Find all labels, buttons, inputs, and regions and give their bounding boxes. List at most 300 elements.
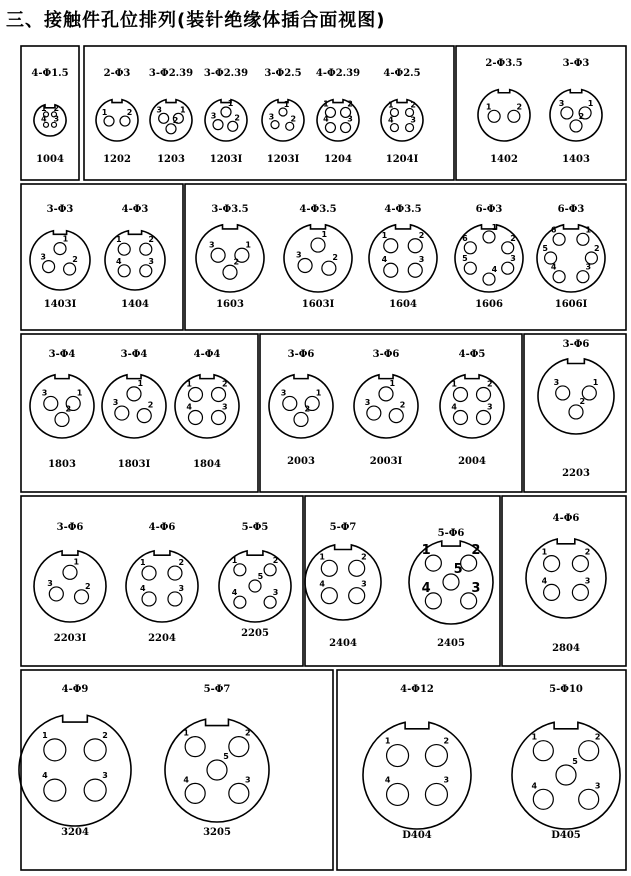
pin-label: 5: [223, 752, 229, 761]
connector-spec: 5-Φ5: [241, 522, 269, 533]
connector-code: 2004: [458, 456, 486, 467]
pin-label: 4: [183, 775, 189, 785]
pin-label: 1: [283, 100, 290, 110]
connector-outline: [165, 719, 269, 822]
connector-outline: [538, 359, 614, 434]
pin-label: 4: [116, 256, 122, 266]
connector-code: 1204: [324, 154, 352, 165]
pin-label: 3: [272, 588, 279, 598]
connector-spec: 4-Φ2.5: [383, 68, 421, 79]
pin-hole: [508, 110, 520, 122]
connector-spec: 3-Φ2.5: [264, 68, 302, 79]
connector-2804: [526, 513, 606, 654]
pin-label: 2: [443, 736, 450, 746]
connector-code: 2003: [287, 456, 315, 467]
connector-outline: [30, 231, 90, 290]
pin-label: 1: [76, 388, 83, 398]
connector-spec: 6-Φ3: [557, 204, 585, 215]
frame: [337, 670, 626, 870]
connector-2003: [269, 349, 333, 467]
connector-code: D404: [402, 830, 432, 841]
pin-hole: [553, 233, 565, 245]
pin-hole: [579, 789, 599, 809]
connector-spec: 3-Φ6: [372, 349, 400, 360]
pin-hole: [185, 737, 205, 757]
pin-hole: [298, 258, 312, 272]
pin-hole: [140, 243, 152, 255]
pin-label: 1: [485, 102, 492, 112]
pin-hole: [408, 239, 422, 253]
pin-hole: [406, 124, 414, 132]
pin-label: 2: [304, 404, 311, 414]
connector-spec: 5-Φ6: [437, 528, 465, 539]
connector-outline: [175, 375, 239, 438]
pin-label: 5: [542, 244, 548, 253]
pin-hole: [127, 387, 141, 401]
pin-label: 4: [550, 262, 557, 272]
connector-outline: [354, 375, 418, 438]
connector-code: 1606I: [554, 299, 588, 310]
connector-spec: 3-Φ6: [56, 522, 84, 533]
pin-label: 4: [186, 402, 192, 412]
connectors: [19, 58, 620, 841]
connector-1803i: [102, 349, 166, 470]
connector-spec: 2-Φ3.5: [485, 58, 523, 69]
connector-spec: 4-Φ4: [193, 349, 221, 360]
pin-hole: [211, 248, 225, 262]
connector-1202: [96, 68, 138, 165]
pin-label: 2: [85, 581, 91, 591]
connector-outline: [102, 375, 166, 438]
pin-hole: [533, 789, 553, 809]
pin-label: 1: [231, 555, 238, 565]
pin-label: 2: [102, 730, 108, 740]
pin-hole: [228, 121, 238, 131]
connector-spec: 5-Φ10: [549, 684, 583, 695]
pin-label: 2: [399, 400, 406, 410]
connector-1004: [31, 68, 68, 165]
connector-outline: [105, 231, 165, 290]
pin-hole: [188, 387, 202, 401]
pin-label: 2: [234, 113, 241, 123]
pin-label: 3: [222, 402, 228, 412]
pin-hole: [43, 261, 55, 273]
connector-2003i: [354, 349, 418, 467]
pin-label: 3: [594, 781, 601, 791]
pin-hole: [387, 745, 409, 767]
connector-1203i: [262, 68, 304, 165]
pin-hole: [212, 411, 226, 425]
pin-hole: [387, 783, 409, 805]
pin-hole: [185, 783, 205, 803]
connector-code: 3205: [203, 827, 231, 838]
connector-1803: [30, 349, 94, 470]
pin-hole: [311, 238, 325, 252]
pin-hole: [570, 120, 582, 132]
pin-label: 3: [510, 254, 516, 264]
pin-label: 2: [148, 235, 154, 245]
pin-label: 4: [139, 583, 146, 593]
pin-hole: [221, 107, 231, 117]
connector-spec: 3-Φ6: [562, 339, 590, 350]
pin-label: 2: [578, 111, 585, 121]
connector-spec: 4-Φ6: [552, 513, 580, 524]
pin-label: 6: [462, 233, 468, 243]
connector-code: 2405: [437, 638, 465, 649]
connector-1204: [316, 68, 360, 165]
pin-hole: [572, 556, 588, 572]
connector-1604: [369, 204, 437, 310]
pin-hole: [137, 409, 151, 423]
frame: [456, 46, 626, 180]
pin-label: 3: [418, 255, 425, 265]
connector-code: 2203: [562, 468, 590, 479]
pin-hole: [207, 760, 227, 780]
pin-label: 1: [541, 547, 548, 557]
connector-spec: 4-Φ3.5: [384, 204, 422, 215]
pin-hole: [63, 565, 77, 579]
pin-label: 1: [421, 543, 431, 559]
pin-label: 3: [364, 398, 371, 408]
pin-label: 1: [101, 108, 108, 118]
connector-code: 1204I: [385, 154, 419, 165]
connector-code: 2804: [552, 643, 580, 654]
pin-label: 3: [361, 579, 367, 589]
pin-hole: [223, 265, 237, 279]
pin-label: 1: [183, 728, 189, 738]
pin-hole: [367, 406, 381, 420]
pin-label: 3: [280, 388, 287, 398]
pin-hole: [264, 564, 276, 576]
pin-hole: [379, 387, 393, 401]
pin-hole: [556, 765, 576, 785]
pin-hole: [464, 242, 476, 254]
connector-outline: [526, 539, 606, 618]
pin-label: 2: [410, 100, 416, 110]
pin-hole: [502, 262, 514, 274]
pin-label: 2: [584, 547, 591, 557]
connector-1403: [550, 58, 602, 165]
pin-label: 4: [323, 114, 329, 124]
connector-code: 1606: [475, 299, 503, 310]
connector-d404: [363, 684, 471, 841]
pin-hole: [159, 113, 169, 123]
pin-label: 2: [471, 543, 481, 559]
pin-label: 2: [332, 253, 338, 263]
connector-outline: [284, 225, 352, 292]
pin-label: 3: [245, 775, 251, 785]
connector-spec: 3-Φ4: [48, 349, 76, 360]
connector-outline: [440, 375, 504, 438]
connector-code: 1404: [121, 299, 149, 310]
pin-hole: [212, 387, 226, 401]
connector-outline: [269, 375, 333, 438]
pin-label: 1: [381, 230, 388, 240]
pin-label: 5: [462, 254, 468, 264]
pin-label: 1: [62, 234, 69, 244]
pin-hole: [118, 265, 130, 277]
pin-hole: [477, 387, 491, 401]
connector-code: 2203I: [53, 633, 87, 644]
pin-label: 1: [227, 99, 234, 109]
pin-hole: [453, 411, 467, 425]
page-title: 三、接触件孔位排列(装针绝缘体插合面视图): [6, 10, 386, 31]
pin-label: 5: [572, 757, 578, 766]
pin-hole: [140, 265, 152, 277]
pin-hole: [44, 396, 58, 410]
connector-outline: [196, 225, 264, 292]
connector-code: 1403I: [43, 299, 77, 310]
pin-label: 3: [471, 580, 481, 596]
pin-hole: [168, 566, 182, 580]
connector-spec: 3-Φ2.39: [203, 68, 249, 79]
connector-spec: 3-Φ3: [46, 204, 74, 215]
connector-code: 2003I: [369, 456, 403, 467]
pin-hole: [142, 592, 156, 606]
pin-label: 2: [72, 255, 78, 264]
connector-outline: [537, 225, 605, 292]
pin-label: 2: [594, 244, 600, 253]
pin-hole: [425, 783, 447, 805]
connector-spec: 4-Φ3: [121, 204, 149, 215]
pin-label: 3: [41, 388, 48, 398]
connector-code: 1202: [103, 154, 131, 165]
pin-hole: [384, 239, 398, 253]
pin-label: 1: [388, 100, 394, 110]
pin-label: 1: [137, 378, 144, 388]
pin-hole: [283, 396, 297, 410]
connector-2205: [219, 522, 291, 639]
pin-label: 1: [321, 230, 328, 240]
pin-label: 2: [510, 233, 516, 243]
connector-code: 1203I: [266, 154, 300, 165]
connector-2004: [440, 349, 504, 467]
connector-1603: [196, 204, 264, 310]
pin-label: 2: [487, 379, 493, 389]
pin-label: 3: [295, 250, 302, 260]
connector-code: 2205: [241, 628, 269, 639]
connector-1606: [455, 204, 523, 310]
pin-hole: [115, 406, 129, 420]
pin-hole: [553, 271, 565, 283]
connector-spec: 3-Φ3.5: [211, 204, 249, 215]
connector-1403i: [30, 204, 90, 310]
pin-label: 2: [347, 99, 353, 109]
pin-hole: [561, 107, 573, 119]
pin-hole: [483, 273, 495, 285]
pin-label: 3: [148, 256, 154, 266]
pin-hole: [321, 560, 337, 576]
pin-label: 2: [233, 257, 240, 267]
connector-outline: [550, 90, 602, 141]
connector-code: 1403: [562, 154, 590, 165]
pin-hole: [229, 737, 249, 757]
pin-label: 3: [178, 583, 185, 593]
pin-label: 1: [40, 103, 47, 113]
pin-label: 1: [587, 98, 594, 108]
connector-code: 1804: [193, 459, 221, 470]
pin-label: 2: [172, 115, 179, 125]
pin-label: 5: [257, 572, 264, 581]
pin-hole: [84, 739, 106, 761]
pin-hole: [64, 263, 76, 275]
connector-outline: [369, 225, 437, 292]
pin-hole: [234, 596, 246, 608]
connector-2405: [409, 528, 493, 649]
connector-2404: [305, 522, 381, 649]
pin-hole: [408, 263, 422, 277]
connector-3204: [19, 684, 131, 838]
pin-hole: [104, 116, 114, 126]
pin-label: 1: [315, 388, 322, 398]
pin-hole: [249, 580, 261, 592]
pin-label: 2: [579, 396, 586, 406]
connector-outline: [96, 100, 138, 141]
connector-spec: 4-Φ2.39: [315, 68, 361, 79]
pin-hole: [264, 596, 276, 608]
pin-hole: [286, 122, 294, 130]
pin-label: 3: [558, 98, 565, 108]
pin-label: 1: [180, 105, 186, 115]
connector-outline: [512, 722, 620, 829]
pin-label: 3: [553, 377, 560, 387]
connector-2203i: [34, 522, 106, 644]
pin-label: 1: [585, 225, 592, 235]
pin-hole: [271, 121, 279, 129]
pin-label: 2: [178, 558, 185, 568]
pin-label: 4: [381, 255, 388, 265]
pin-label: 2: [272, 555, 279, 565]
connector-code: 1603: [216, 299, 244, 310]
pin-label: 1: [186, 379, 192, 389]
connector-3205: [165, 684, 269, 838]
pin-label: 2: [147, 400, 154, 410]
pin-hole: [142, 566, 156, 580]
pin-hole: [321, 588, 337, 604]
pin-hole: [44, 779, 66, 801]
pin-label: 2: [418, 230, 425, 240]
pin-hole: [349, 560, 365, 576]
pin-label: 2: [361, 552, 367, 562]
pin-hole: [488, 110, 500, 122]
connector-spec: 3-Φ3: [562, 58, 590, 69]
pin-label: 2: [516, 102, 523, 112]
connector-code: 1402: [490, 154, 518, 165]
pin-label: 2: [126, 108, 133, 118]
connector-outline: [19, 715, 131, 826]
pin-label: 3: [102, 771, 108, 781]
connector-code: 1803I: [117, 459, 151, 470]
pin-label: 5: [453, 562, 463, 577]
connector-spec: 6-Φ3: [475, 204, 503, 215]
connector-1204i: [381, 68, 423, 165]
pin-hole: [425, 745, 447, 767]
pin-label: 1: [389, 378, 396, 388]
connector-1203: [149, 68, 193, 165]
pin-hole: [294, 412, 308, 426]
pin-hole: [55, 412, 69, 426]
pin-label: 4: [491, 265, 498, 275]
connector-code: 3204: [61, 827, 89, 838]
connector-spec: 3-Φ6: [287, 349, 315, 360]
pin-hole: [477, 411, 491, 425]
pin-hole: [120, 116, 130, 126]
connector-outline: [478, 90, 530, 141]
pin-label: 4: [421, 580, 431, 596]
connector-spec: 4-Φ3.5: [299, 204, 337, 215]
pin-hole: [322, 261, 336, 275]
connector-spec: 4-Φ5: [458, 349, 486, 360]
connector-1404: [105, 204, 165, 310]
pin-hole: [54, 243, 66, 255]
pin-hole: [49, 587, 63, 601]
pin-label: 2: [290, 114, 297, 124]
connector-2204: [126, 522, 198, 644]
connector-1203i: [204, 68, 248, 165]
pin-label: 1: [319, 552, 325, 562]
connector-1606i: [537, 204, 605, 310]
pin-label: 1: [451, 379, 457, 389]
pin-label: 3: [156, 105, 162, 115]
pin-hole: [502, 242, 514, 254]
pin-label: 4: [388, 115, 394, 125]
pin-hole: [44, 739, 66, 761]
pin-label: 4: [42, 771, 48, 781]
pin-label: 1: [245, 240, 251, 250]
connector-code: 1603I: [301, 299, 335, 310]
connector-code: 1604: [389, 299, 417, 310]
pin-label: 1: [73, 557, 80, 567]
pin-label: 2: [594, 732, 601, 742]
pin-label: 2: [65, 404, 72, 414]
pin-label: 3: [40, 252, 46, 262]
pin-hole: [577, 271, 589, 283]
connector-spec: 3-Φ4: [120, 349, 148, 360]
connector-1402: [478, 58, 530, 165]
connector-spec: 4-Φ1.5: [31, 68, 69, 79]
connector-code: D405: [551, 830, 581, 841]
connector-outline: [34, 105, 66, 136]
connector-code: 2204: [148, 633, 176, 644]
pin-label: 2: [245, 728, 251, 738]
connector-outline: [30, 375, 94, 438]
pin-hole: [166, 124, 176, 134]
pin-hole: [577, 233, 589, 245]
pin-label: 3: [209, 240, 215, 250]
pin-hole: [188, 411, 202, 425]
pin-hole: [118, 243, 130, 255]
connector-code: 2404: [329, 638, 357, 649]
connector-spec: 4-Φ6: [148, 522, 176, 533]
pin-label: 2: [53, 103, 60, 113]
pin-hole: [483, 231, 495, 243]
pin-label: 3: [347, 114, 353, 124]
frame: [21, 670, 333, 870]
pin-label: 1: [139, 558, 146, 568]
pin-label: 4: [451, 402, 457, 412]
pin-label: 4: [231, 588, 238, 598]
pin-hole: [325, 123, 335, 133]
pin-hole: [234, 564, 246, 576]
pin-label: 3: [112, 398, 119, 408]
connector-spec: 3-Φ2.39: [148, 68, 194, 79]
connector-code: 1203: [157, 154, 185, 165]
pin-label: 4: [541, 576, 548, 586]
connector-outline: [219, 551, 291, 622]
pin-hole: [544, 556, 560, 572]
pin-label: 4: [384, 775, 391, 785]
pin-hole: [390, 124, 398, 132]
